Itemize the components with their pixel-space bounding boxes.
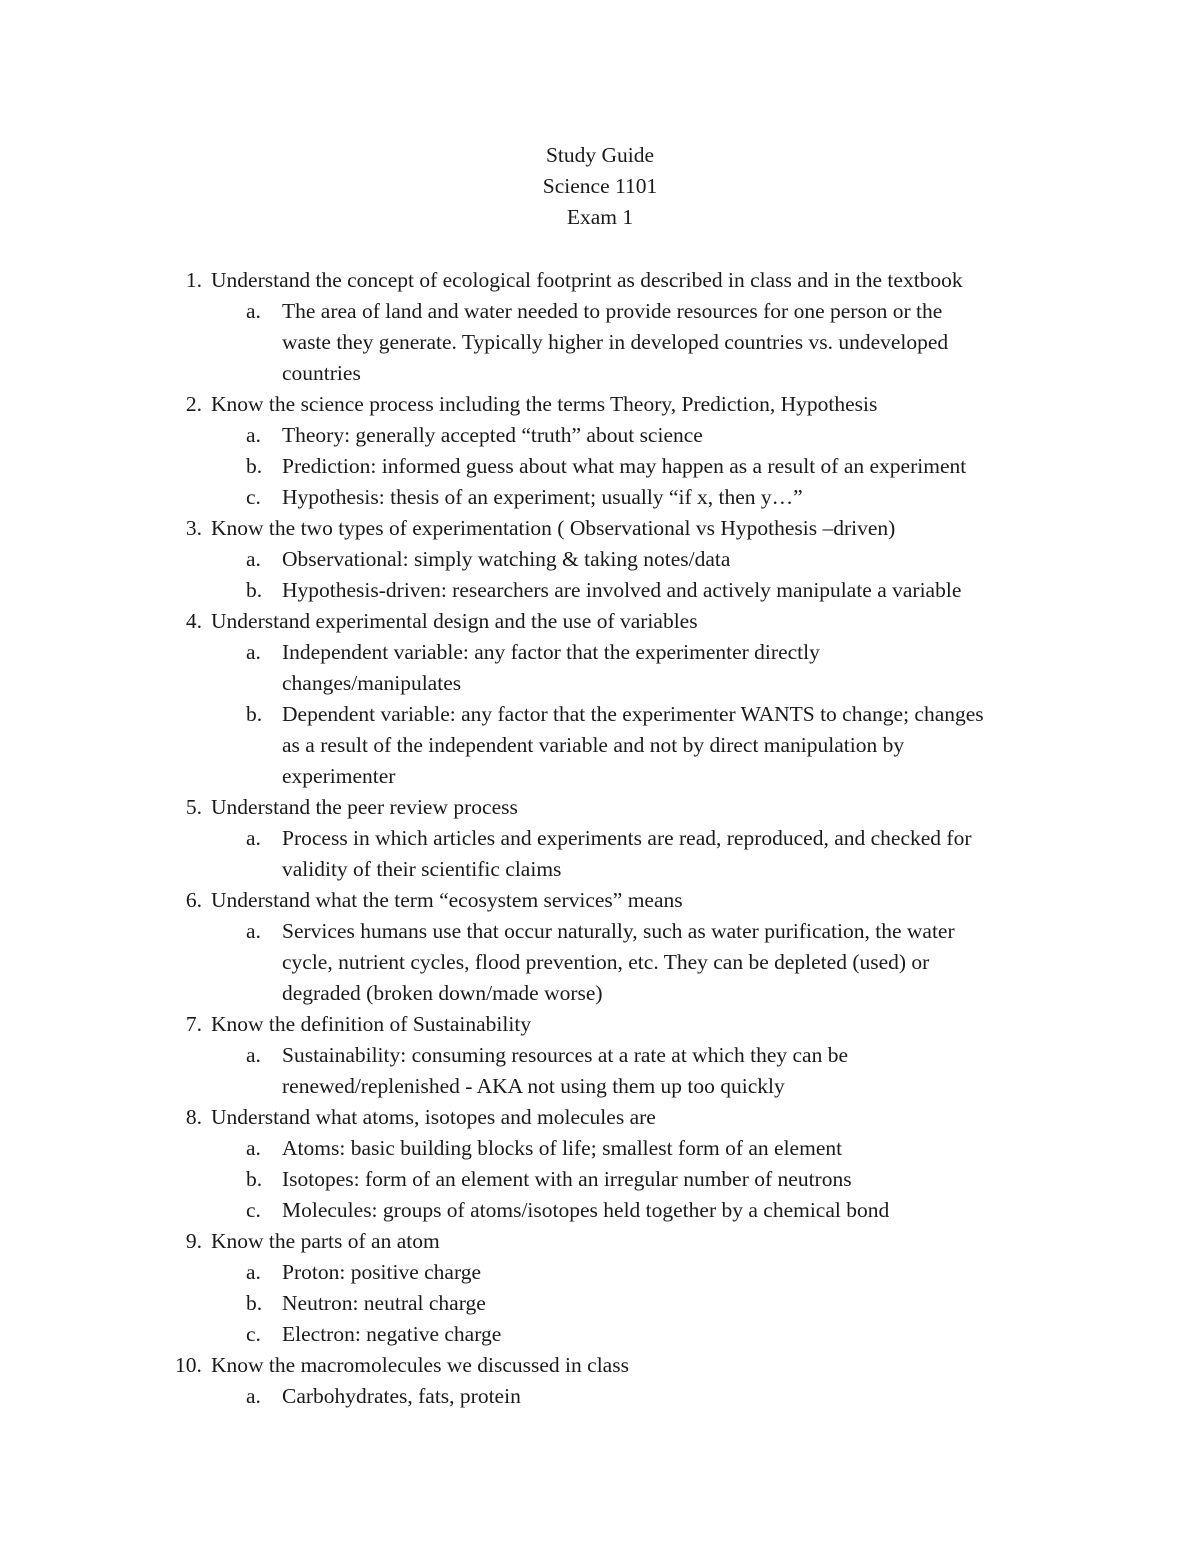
list-item <box>170 885 1070 1009</box>
sub-item-line: Neutron: neutral charge <box>282 1291 486 1315</box>
sub-item-line: Electron: negative charge <box>282 1322 502 1346</box>
sub-item <box>170 916 1070 1009</box>
sub-item-line: Observational: simply watching & taking notes/data <box>282 547 731 571</box>
sub-item-line: waste they generate. Typically higher in developed countries vs. undeveloped <box>282 330 949 354</box>
list-item-text: Understand what the term “ecosystem services” means <box>211 888 683 912</box>
sub-item <box>170 1133 1070 1164</box>
sub-item-letter: a. <box>246 1260 261 1284</box>
list-item-number: 6. <box>185 888 202 912</box>
sub-item-letter: b. <box>246 1291 263 1315</box>
sub-item-letter: c. <box>246 1322 261 1346</box>
list-item <box>170 1350 1070 1412</box>
sub-item-line: Atoms: basic building blocks of life; smallest form of an element <box>282 1136 843 1160</box>
list-item-text: Understand the peer review process <box>211 795 518 819</box>
sub-item-letter: a. <box>246 1136 261 1160</box>
sub-item-line: Carbohydrates, fats, protein <box>282 1384 521 1408</box>
list-item-number: 3. <box>185 516 202 540</box>
sub-item-letter: a. <box>246 640 261 664</box>
list-item <box>170 389 1070 513</box>
list-item-row <box>170 1226 1070 1257</box>
list-item <box>170 513 1070 606</box>
sub-item-letter: b. <box>246 578 263 602</box>
sub-item-line: renewed/replenished - AKA not using them up too quickly <box>282 1074 785 1098</box>
sub-item-line: countries <box>282 361 361 385</box>
list-item <box>170 606 1070 792</box>
sub-item-letter: a. <box>246 423 261 447</box>
sub-item-letter: a. <box>246 919 261 943</box>
list-item <box>170 1102 1070 1226</box>
list-item <box>170 1009 1070 1102</box>
sub-item-line: Independent variable: any factor that the experimenter directly <box>282 640 820 664</box>
list-item-text: Know the definition of Sustainability <box>211 1012 532 1036</box>
list-item-row <box>170 1350 1070 1381</box>
list-item-row <box>170 1102 1070 1133</box>
list-item-number: 9. <box>185 1229 202 1253</box>
sub-item <box>170 1040 1070 1102</box>
list-item-row <box>170 885 1070 916</box>
sub-item-line: Dependent variable: any factor that the experimenter WANTS to change; changes <box>282 702 984 726</box>
sub-item <box>170 1319 1070 1350</box>
header-title: Study Guide <box>545 143 655 167</box>
list-item-text: Know the two types of experimentation ( Observational vs Hypothesis –driven) <box>211 516 896 540</box>
sub-item-letter: b. <box>246 702 263 726</box>
study-guide-list <box>170 265 1070 1412</box>
list-item-number: 4. <box>185 609 202 633</box>
sub-item-letter: a. <box>246 1043 261 1067</box>
list-item <box>170 792 1070 885</box>
sub-item <box>170 1288 1070 1319</box>
sub-item <box>170 544 1070 575</box>
sub-item <box>170 1164 1070 1195</box>
list-item-row <box>170 513 1070 544</box>
sub-item-letter: b. <box>246 454 263 478</box>
sub-item-line: Theory: generally accepted “truth” about science <box>282 423 703 447</box>
list-item <box>170 265 1070 389</box>
sub-item-line: Process in which articles and experiments are read, reproduced, and checked for <box>282 826 972 850</box>
sub-item-line: experimenter <box>282 764 396 788</box>
sub-item-line: Services humans use that occur naturally, such as water purification, the water <box>282 919 955 943</box>
sub-item-letter: a. <box>246 299 261 323</box>
list-item-row <box>170 265 1070 296</box>
sub-item-letter: c. <box>246 485 261 509</box>
sub-item-line: Hypothesis: thesis of an experiment; usually “if x, then y…” <box>282 485 803 509</box>
sub-item <box>170 420 1070 451</box>
list-item-row <box>170 389 1070 420</box>
list-item-number: 2. <box>185 392 202 416</box>
sub-item <box>170 451 1070 482</box>
sub-item-line: degraded (broken down/made worse) <box>282 981 603 1005</box>
list-item-text: Understand what atoms, isotopes and molecules are <box>211 1105 656 1129</box>
sub-item <box>170 699 1070 792</box>
sub-item-line: The area of land and water needed to provide resources for one person or the <box>282 299 943 323</box>
sub-item-line: Sustainability: consuming resources at a rate at which they can be <box>282 1043 848 1067</box>
sub-item-line: Proton: positive charge <box>282 1260 482 1284</box>
sub-item <box>170 1195 1070 1226</box>
sub-item-line: Isotopes: form of an element with an irregular number of neutrons <box>282 1167 852 1191</box>
list-item-number: 1. <box>185 268 202 292</box>
sub-item-line: as a result of the independent variable and not by direct manipulation by <box>282 733 905 757</box>
sub-item-letter: a. <box>246 1384 261 1408</box>
sub-item <box>170 482 1070 513</box>
sub-item <box>170 1257 1070 1288</box>
sub-item-line: cycle, nutrient cycles, flood prevention, etc. They can be depleted (used) or <box>282 950 930 974</box>
list-item-number: 5. <box>185 795 202 819</box>
sub-item-line: Molecules: groups of atoms/isotopes held together by a chemical bond <box>282 1198 890 1222</box>
list-item-text: Know the science process including the terms Theory, Prediction, Hypothesis <box>211 392 878 416</box>
list-item <box>170 1226 1070 1350</box>
list-item-text: Understand the concept of ecological footprint as described in class and in the textbook <box>211 268 963 292</box>
header-exam: Exam 1 <box>566 205 634 229</box>
list-item-number: 7. <box>185 1012 202 1036</box>
header-course: Science 1101 <box>542 174 658 198</box>
list-item-row <box>170 792 1070 823</box>
sub-item-letter: a. <box>246 826 261 850</box>
sub-item-letter: c. <box>246 1198 261 1222</box>
list-item-text: Understand experimental design and the use of variables <box>211 609 698 633</box>
sub-item-line: Hypothesis-driven: researchers are involved and actively manipulate a variable <box>282 578 962 602</box>
list-item-text: Know the macromolecules we discussed in class <box>211 1353 629 1377</box>
document-header <box>0 140 1200 233</box>
list-item-number: 8. <box>185 1105 202 1129</box>
sub-item <box>170 296 1070 389</box>
sub-item-letter: b. <box>246 1167 263 1191</box>
sub-item-letter: a. <box>246 547 261 571</box>
list-item-row <box>170 606 1070 637</box>
sub-item <box>170 575 1070 606</box>
list-item-number: 10. <box>175 1353 202 1377</box>
list-item-text: Know the parts of an atom <box>211 1229 440 1253</box>
sub-item-line: Prediction: informed guess about what may happen as a result of an experiment <box>282 454 967 478</box>
list-item-row <box>170 1009 1070 1040</box>
sub-item <box>170 637 1070 699</box>
sub-item-line: changes/manipulates <box>282 671 462 695</box>
sub-item-line: validity of their scientific claims <box>282 857 562 881</box>
sub-item <box>170 1381 1070 1412</box>
sub-item <box>170 823 1070 885</box>
